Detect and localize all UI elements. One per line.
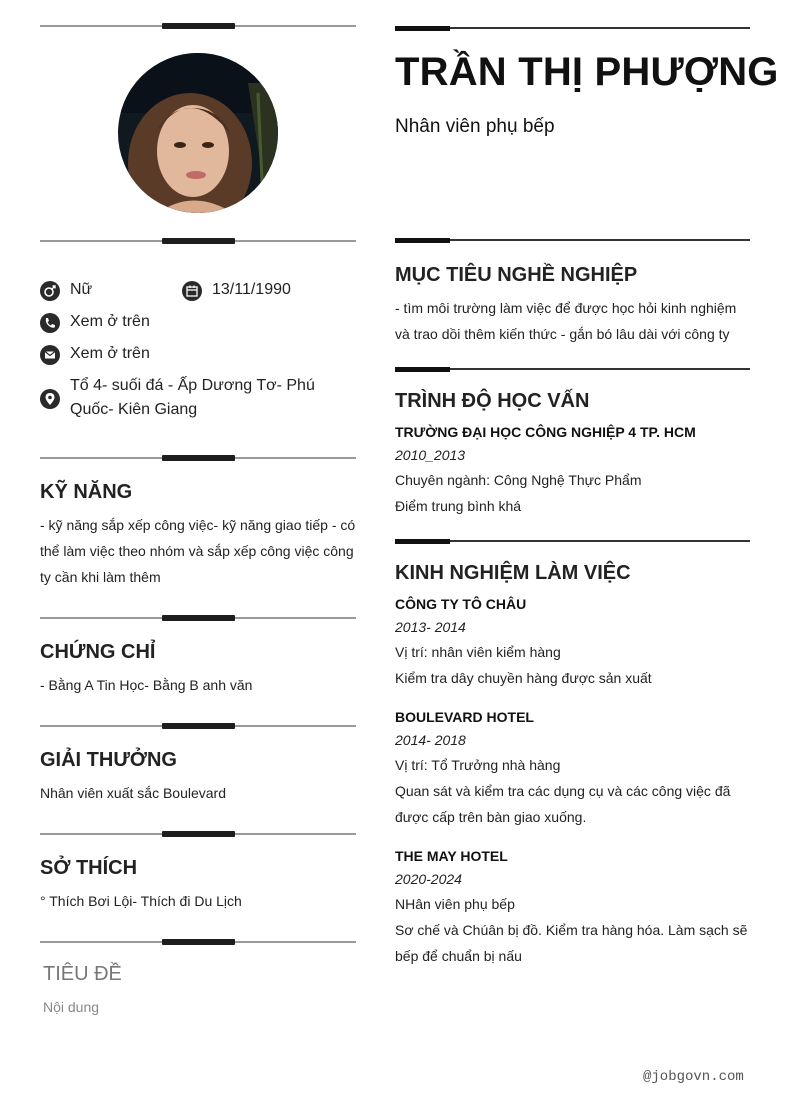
gender-icon	[40, 281, 60, 301]
job-company: CÔNG TY TÔ CHÂU	[395, 596, 527, 612]
hobbies-text: ° Thích Bơi Lội- Thích đi Du Lịch	[40, 893, 242, 909]
divider	[40, 939, 356, 945]
job-description: Quan sát và kiểm tra các dụng cụ và các công việc đã được cấp trên bàn giao xuống.	[395, 783, 731, 825]
phone-icon	[40, 313, 60, 333]
education-school: TRƯỜNG ĐẠI HỌC CÔNG NGHIỆP 4 TP. HCM	[395, 424, 696, 440]
email-text: Xem ở trên	[70, 345, 150, 362]
divider	[395, 539, 750, 544]
gender-text: Nữ	[70, 281, 93, 298]
job-position: Vị trí: nhân viên kiểm hàng	[395, 644, 561, 660]
calendar-icon	[182, 281, 202, 301]
profile-photo	[118, 53, 278, 213]
candidate-role: Nhân viên phụ bếp	[395, 116, 555, 137]
placeholder-body[interactable]: Nội dung	[43, 999, 100, 1015]
objective-text: - tìm môi trường làm việc để được học hỏi kinh nghiệm và trao dồi thêm kiến thức - gắn bó lâu dài với công ty	[395, 300, 737, 342]
divider	[40, 455, 356, 461]
skills-text: - kỹ năng sắp xếp công việc- kỹ năng giao tiếp - có thể làm việc theo nhóm và sắp xếp công việc công ty cần khi làm thêm	[40, 517, 356, 585]
divider	[395, 367, 750, 372]
location-icon	[40, 389, 60, 409]
job-description: Kiểm tra dây chuyền hàng được sản xuất	[395, 670, 652, 686]
job-position: Vị trí: Tổ Trưởng nhà hàng	[395, 757, 561, 773]
awards-title: GIẢI THƯỞNG	[40, 749, 177, 771]
job-company: THE MAY HOTEL	[395, 848, 508, 864]
objective-title: MỤC TIÊU NGHỀ NGHIỆP	[395, 264, 638, 286]
certificates-title: CHỨNG CHỈ	[40, 641, 156, 663]
job-period: 2020-2024	[395, 871, 462, 887]
divider	[40, 723, 356, 729]
placeholder-title[interactable]: TIÊU ĐỀ	[43, 963, 122, 985]
divider	[40, 615, 356, 621]
job-company: BOULEVARD HOTEL	[395, 709, 534, 725]
divider	[395, 26, 750, 31]
job-period: 2014- 2018	[395, 732, 466, 748]
education-grade: Điểm trung bình khá	[395, 498, 522, 514]
address-text: Tổ 4- suối đá - Ấp Dương Tơ- Phú Quốc- Kiên Giang	[70, 377, 315, 418]
divider	[40, 23, 356, 29]
divider	[40, 831, 356, 837]
skills-title: KỸ NĂNG	[40, 481, 133, 503]
certificates-text: - Bằng A Tin Học- Bằng B anh văn	[40, 677, 253, 693]
phone-text: Xem ở trên	[70, 313, 150, 330]
mail-icon	[40, 345, 60, 365]
job-position: NHân viên phụ bếp	[395, 896, 515, 912]
divider	[40, 238, 356, 244]
hobbies-title: SỞ THÍCH	[40, 857, 138, 879]
education-period: 2010_2013	[395, 447, 466, 463]
awards-text: Nhân viên xuất sắc Boulevard	[40, 785, 226, 801]
candidate-name: TRẦN THỊ PHƯỢNG	[395, 50, 779, 94]
education-title: TRÌNH ĐỘ HỌC VẤN	[395, 390, 590, 412]
experience-title: KINH NGHIỆM LÀM VIỆC	[395, 562, 631, 584]
education-major: Chuyên ngành: Công Nghệ Thực Phẩm	[395, 472, 642, 488]
footer-watermark: @jobgovn.com	[643, 1069, 744, 1085]
birthday-text: 13/11/1990	[212, 281, 291, 298]
divider	[395, 238, 750, 243]
job-description: Sơ chế và Chúân bị đồ. Kiểm tra hàng hóa. Làm sạch sẽ bếp để chuẩn bị nấu	[395, 922, 748, 964]
job-period: 2013- 2014	[395, 619, 466, 635]
